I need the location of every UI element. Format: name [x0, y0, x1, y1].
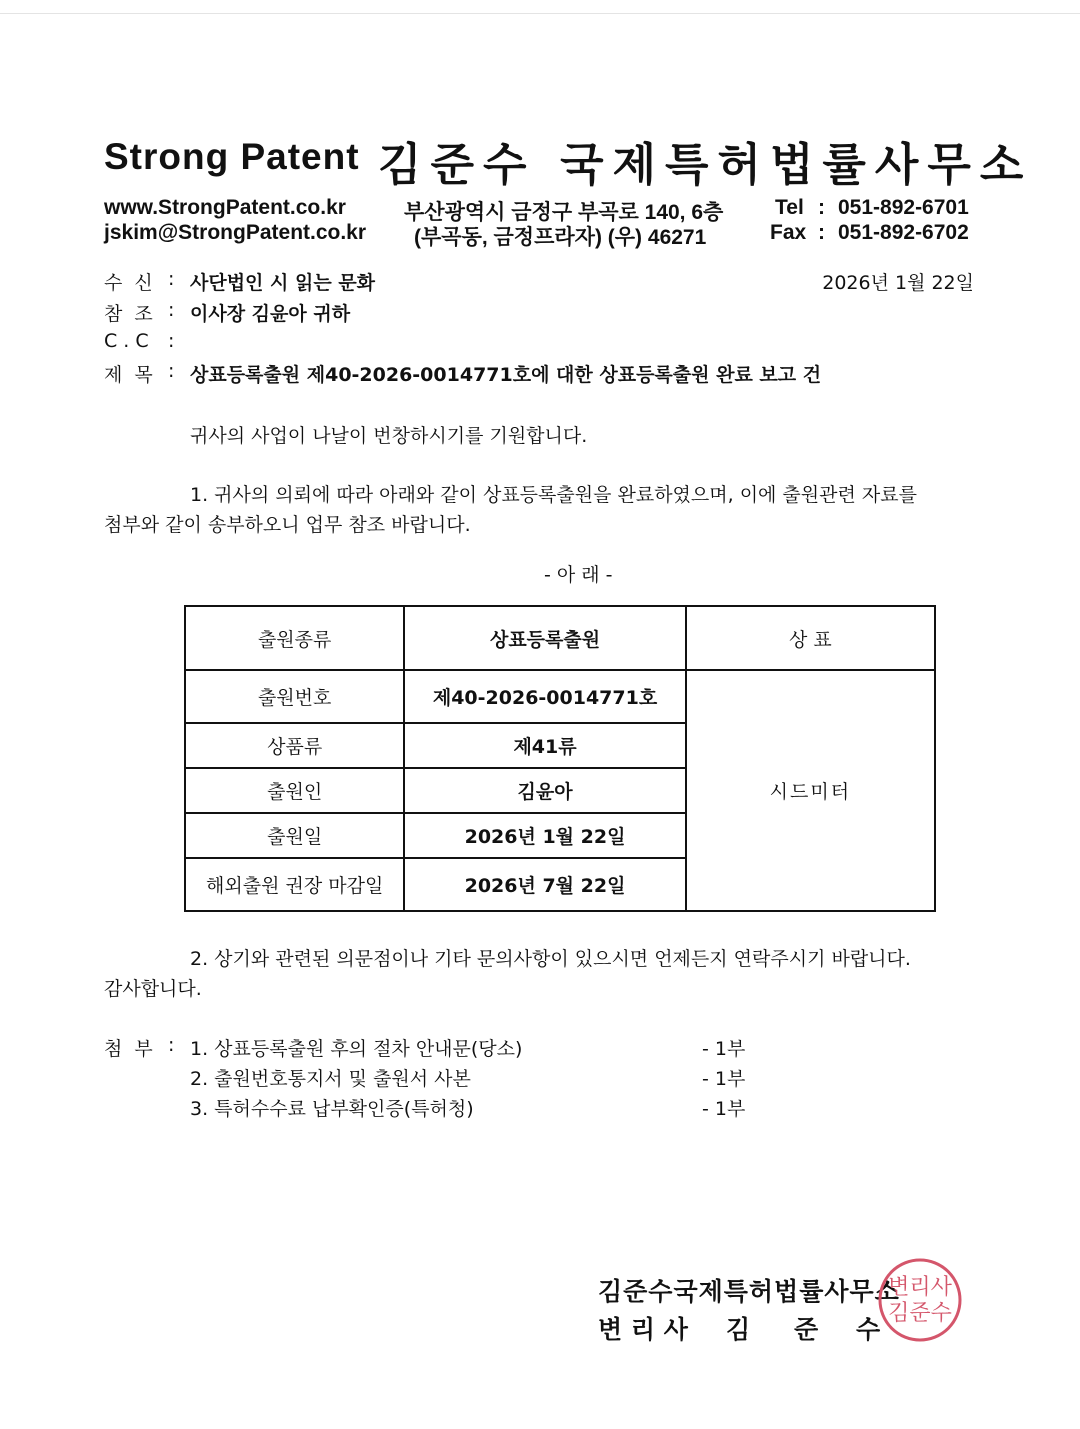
- tel-number: 051-892-6701: [838, 196, 969, 219]
- signature-firm: 김준수국제특허법률사무소: [598, 1277, 900, 1306]
- address-line-2: (부곡동, 금정프라자) (우) 46271: [414, 226, 707, 249]
- paragraph-2-line-1: 2. 상기와 관련된 의문점이나 기타 문의사항이 있으시면 언제든지 연락주시기 바랍니다.: [190, 948, 911, 970]
- address-line-1: 부산광역시 금정구 부곡로 140, 6층: [404, 201, 724, 224]
- to-colon: :: [168, 268, 175, 290]
- table-value-cell: 2026년 7월 22일: [404, 858, 685, 911]
- attachment-item-3: 3. 특허수수료 납부확인증(특허청): [190, 1098, 474, 1120]
- subject: 상표등록출원 제40-2026-0014771호에 대한 상표등록출원 완료 보고 건: [190, 364, 822, 386]
- fax-colon: :: [818, 221, 825, 244]
- table-value-cell: 제40-2026-0014771호: [404, 670, 685, 723]
- subject-colon: :: [168, 360, 175, 382]
- attn-colon: :: [168, 299, 175, 321]
- fax-label: Fax: [770, 221, 807, 244]
- paragraph-2-line-2: 감사합니다.: [104, 978, 202, 1000]
- tel-label: Tel: [775, 196, 804, 219]
- subject-label: 제 목: [104, 364, 153, 386]
- table-label-cell: 상품류: [185, 723, 404, 768]
- cc-label: C . C: [104, 330, 149, 352]
- table-value-cell: 상표등록출원: [404, 606, 685, 670]
- table-value-cell: 김윤아: [404, 768, 685, 813]
- svg-text:변리사: 변리사: [888, 1275, 952, 1300]
- attachment-qty-1: - 1부: [702, 1038, 746, 1060]
- signature-name-char: 수: [856, 1315, 881, 1344]
- recipient: 사단법인 시 읽는 문화: [190, 272, 376, 294]
- table-label-cell: 출원번호: [185, 670, 404, 723]
- table-label-cell: 출원일: [185, 813, 404, 858]
- table-value-cell: 제41류: [404, 723, 685, 768]
- firm-name: 김준수 국제특허법률사무소: [378, 138, 1033, 191]
- signature-name-char: 준: [794, 1315, 819, 1344]
- email-link[interactable]: jskim@StrongPatent.co.kr: [104, 221, 367, 244]
- mark-header-cell: 상 표: [686, 606, 935, 670]
- cc-colon: :: [168, 330, 175, 352]
- page-top-border: [0, 13, 1080, 14]
- signature-title: 변 리 사: [598, 1315, 688, 1344]
- paragraph-1-line-1: 1. 귀사의 의뢰에 따라 아래와 같이 상표등록출원을 완료하였으며, 이에 출원관련 자료를: [190, 484, 917, 506]
- attachment-item-1: 1. 상표등록출원 후의 절차 안내문(당소): [190, 1038, 523, 1060]
- svg-text:김준수: 김준수: [888, 1301, 952, 1326]
- table-label-cell: 해외출원 권장 마감일: [185, 858, 404, 911]
- attachments-colon: :: [168, 1034, 175, 1056]
- table-row: [185, 606, 935, 670]
- tel-colon: :: [818, 196, 825, 219]
- attachment-item-2: 2. 출원번호통지서 및 출원서 사본: [190, 1068, 471, 1090]
- website-link[interactable]: www.StrongPatent.co.kr: [104, 196, 346, 219]
- document-date: 2026년 1월 22일: [822, 272, 974, 294]
- brand-name: Strong Patent: [104, 136, 360, 177]
- table-row: [185, 670, 935, 723]
- table-value-cell: 2026년 1월 22일: [404, 813, 685, 858]
- fax-number: 051-892-6702: [838, 221, 969, 244]
- table-label-cell: 출원인: [185, 768, 404, 813]
- trademark-mark: 시드미터: [686, 670, 935, 911]
- official-seal: [876, 1256, 964, 1344]
- attachment-qty-2: - 1부: [702, 1068, 746, 1090]
- trademark-table: [184, 605, 936, 912]
- greeting: 귀사의 사업이 나날이 번창하시기를 기원합니다.: [190, 425, 588, 447]
- attachment-qty-3: - 1부: [702, 1098, 746, 1120]
- attention: 이사장 김윤아 귀하: [190, 303, 351, 325]
- signature-name-char: 김: [726, 1315, 751, 1344]
- below-heading: - 아 래 -: [544, 564, 613, 586]
- table-label-cell: 출원종류: [185, 606, 404, 670]
- paragraph-1-line-2: 첨부와 같이 송부하오니 업무 참조 바랍니다.: [104, 514, 471, 536]
- attn-label: 참 조: [104, 303, 153, 325]
- to-label: 수 신: [104, 272, 153, 294]
- attachments-label: 첨 부: [104, 1038, 153, 1060]
